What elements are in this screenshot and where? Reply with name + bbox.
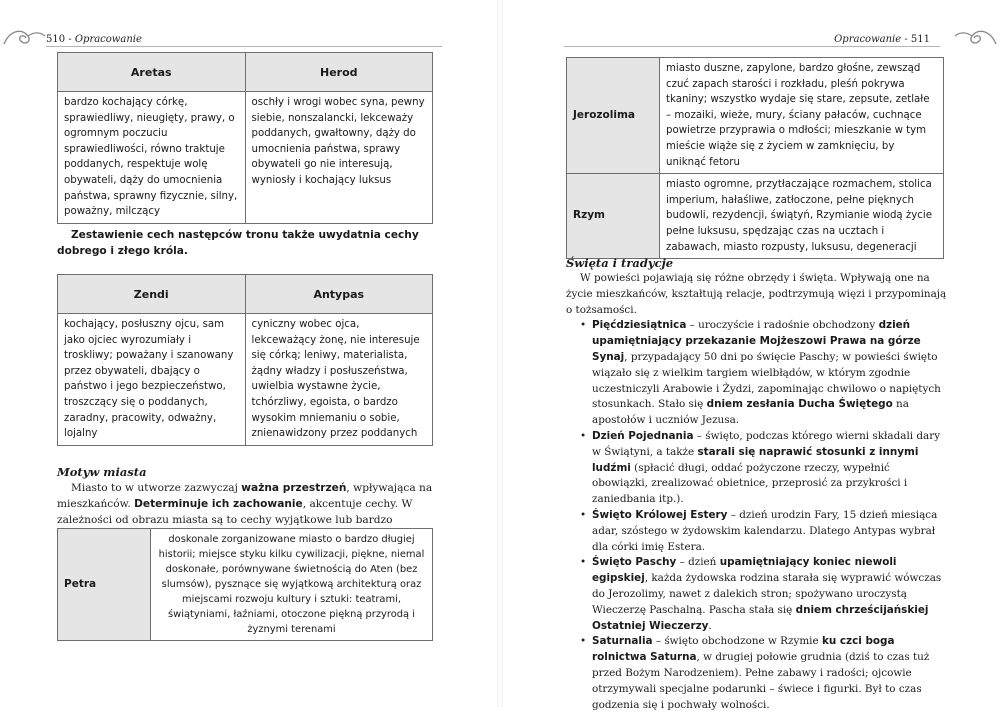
corner-ornament-icon xyxy=(2,24,46,50)
intro-text: Zestawienie cech następców tronu także uwydatnia cechy dobrego i złego króla. xyxy=(57,229,419,257)
table-cell: miasto ogromne, przytłaczające rozmachem, stolica imperium, hałaśliwe, zatłoczone, pełne pięknych budowli, rezydencji, świątyń, Rzymianie wiodą życie pełne luksusu, spędzając czas na ucztach i zabawach, miasto rozpusty, luksusu, degeneracji xyxy=(660,174,944,259)
header-rule xyxy=(46,46,442,47)
table-row xyxy=(567,58,944,174)
running-title: Opracowanie xyxy=(834,34,902,45)
table-header: Antypas xyxy=(245,275,433,314)
list-item: • Dzień Pojednania – święto, podczas którego wierni składali dary w Świątyni, a także starali się naprawić stosunki z innymi ludźmi (spłacić długi, oddać pożyczone rzeczy, wypełnić obowiązki, zrealizować obietnice, przeprosić za przykrości i zaniedbania itp.). xyxy=(580,429,941,506)
petra-table xyxy=(57,528,433,641)
holiday-list xyxy=(566,318,948,713)
list-item: • Pięćdziesiątnica – uroczyście i radośnie obchodzony dzień upamiętniający przekazanie Mojżeszowi Prawa na górze Synaj, przypadający 50 dni po święcie Paschy; w powieści święto wiązało się z wielkim targiem wielbłądów, w którym zgodnie uczestniczyli Arabowie i Żydzi, zapominając chwilowo o napiętych stosunkach. Stało się dniem zesłania Ducha Świętego na apostołów i uczniów Jezusa. xyxy=(580,319,941,427)
table-header: Zendi xyxy=(58,275,246,314)
section-paragraph: Miasto to w utworze zazwyczaj ważna przestrzeń, wpływająca na mieszkańców. Determinuje ich zachowanie, akcentuje cechy. W zależności od obrazu miasta są to cechy wyjątkowe lub bardzo xyxy=(57,482,433,527)
section-heading: Święta i tradycje xyxy=(566,256,674,270)
corner-ornament-icon xyxy=(954,24,998,50)
table-header: Aretas xyxy=(58,53,246,92)
running-head: 510 - Opracowanie xyxy=(46,34,142,45)
page-number: 511 xyxy=(910,34,930,45)
rulers-comparison-table xyxy=(57,52,433,224)
table-row-label: Jerozolima xyxy=(567,58,660,174)
section-paragraph: W powieści pojawiają się różne obrzędy i święta. Wpływają one na życie mieszkańców, kształtują relacje, podtrzymują więzi i przypominają o tożsamości. xyxy=(566,272,947,316)
left-page xyxy=(0,0,500,707)
table-cell: cyniczny wobec ojca, lekceważący żonę, nie interesuje się córką; leniwy, materialista, żądny władzy i posłuszeństwa, uwielbia wystawne życie, tchórzliwy, egoista, o bardzo wysokim mniemaniu o sobie, znienawidzony przez poddanych xyxy=(245,314,433,446)
page-number: 510 xyxy=(46,34,66,45)
successors-comparison-table xyxy=(57,274,433,446)
table-cell: miasto duszne, zapylone, bardzo głośne, zewsząd czuć zapach starości i rozkładu, pleśń pokrywa tkaniny; wszystko wydaje się stare, zepsute, zetlałe – mozaiki, wieże, mury, ściany pałaców, cuchnące powietrze przyprawia o mdłości; mieszkanie w tym mieście wiąże się z życiem w zamknięciu, by uniknąć fetoru xyxy=(660,58,944,174)
table-cell: bardzo kochający córkę, sprawiedliwy, nieugięty, prawy, o ogromnym poczuciu sprawiedliwości, równo traktuje poddanych, respektuje wolę obywateli, dąży do umocnienia państwa, sprawny fizycznie, silny, poważny, milczący xyxy=(58,92,246,224)
list-item: • Święto Królowej Estery – dzień urodzin Fary, 15 dzień miesiąca adar, szóstego w żydowskim kalendarzu. Dlatego Antypas wybrał dla córki imię Estera. xyxy=(580,508,938,553)
table-header: Herod xyxy=(245,53,433,92)
holidays-section xyxy=(566,256,948,713)
table-cell: kochający, posłuszny ojcu, sam jako ojciec wyrozumiały i troskliwy; poważany i szanowany przez obywateli, dbający o państwo i jego bezpieczeństwo, troszczący się o poddanych, zaradny, pracowity, odważny, lojalny xyxy=(58,314,246,446)
header-rule xyxy=(564,46,940,47)
intro-text-block xyxy=(57,227,433,259)
table-row-label: Rzym xyxy=(567,174,660,259)
table-row-label: Petra xyxy=(58,529,151,641)
list-item: • Święto Paschy – dzień upamiętniający koniec niewoli egipskiej, każda żydowska rodzina starała się wyprawić wówczas do Jerozolimy, nawet z dalekich stron; spożywano uroczystą Wieczerzę Paschalną. Pascha stała się dniem chrześcijańskiej Ostatniej Wieczerzy. xyxy=(580,556,942,632)
running-head: Opracowanie - 511 xyxy=(834,34,930,45)
section-heading: Motyw miasta xyxy=(57,465,147,479)
table-row xyxy=(567,174,944,259)
table-cell: oschły i wrogi wobec syna, pewny siebie, nonszalancki, lekceważy poddanych, gwałtowny, dąży do umocnienia państwa, sprawy obywateli go nie interesują, wyniosły i kochający luksus xyxy=(245,92,433,224)
cities-table xyxy=(566,57,944,259)
right-page xyxy=(500,0,1000,711)
running-title: Opracowanie xyxy=(74,34,142,45)
list-item: • Saturnalia – święto obchodzone w Rzymie ku czci boga rolnictwa Saturna, w drugiej połowie grudnia (dziś to czas tuż przed Bożym Narodzeniem). Pełne zabawy i radości; ojcowie otrzymywali specjalne podarunki – świece i figurki. Był to czas godzenia się i pochwały wolności. xyxy=(580,635,930,711)
table-cell: doskonale zorganizowane miasto o bardzo długiej historii; miejsce styku kilku cywilizacji, piękne, niemal doskonałe, porównywane świetnością do Aten (bez slumsów), pysznące się wyjątkową architekturą oraz miejscami rozwoju kultury i sztuki: teatrami, świątyniami, łaźniami, otoczone piękną przyrodą i żyznymi terenami xyxy=(151,529,433,641)
